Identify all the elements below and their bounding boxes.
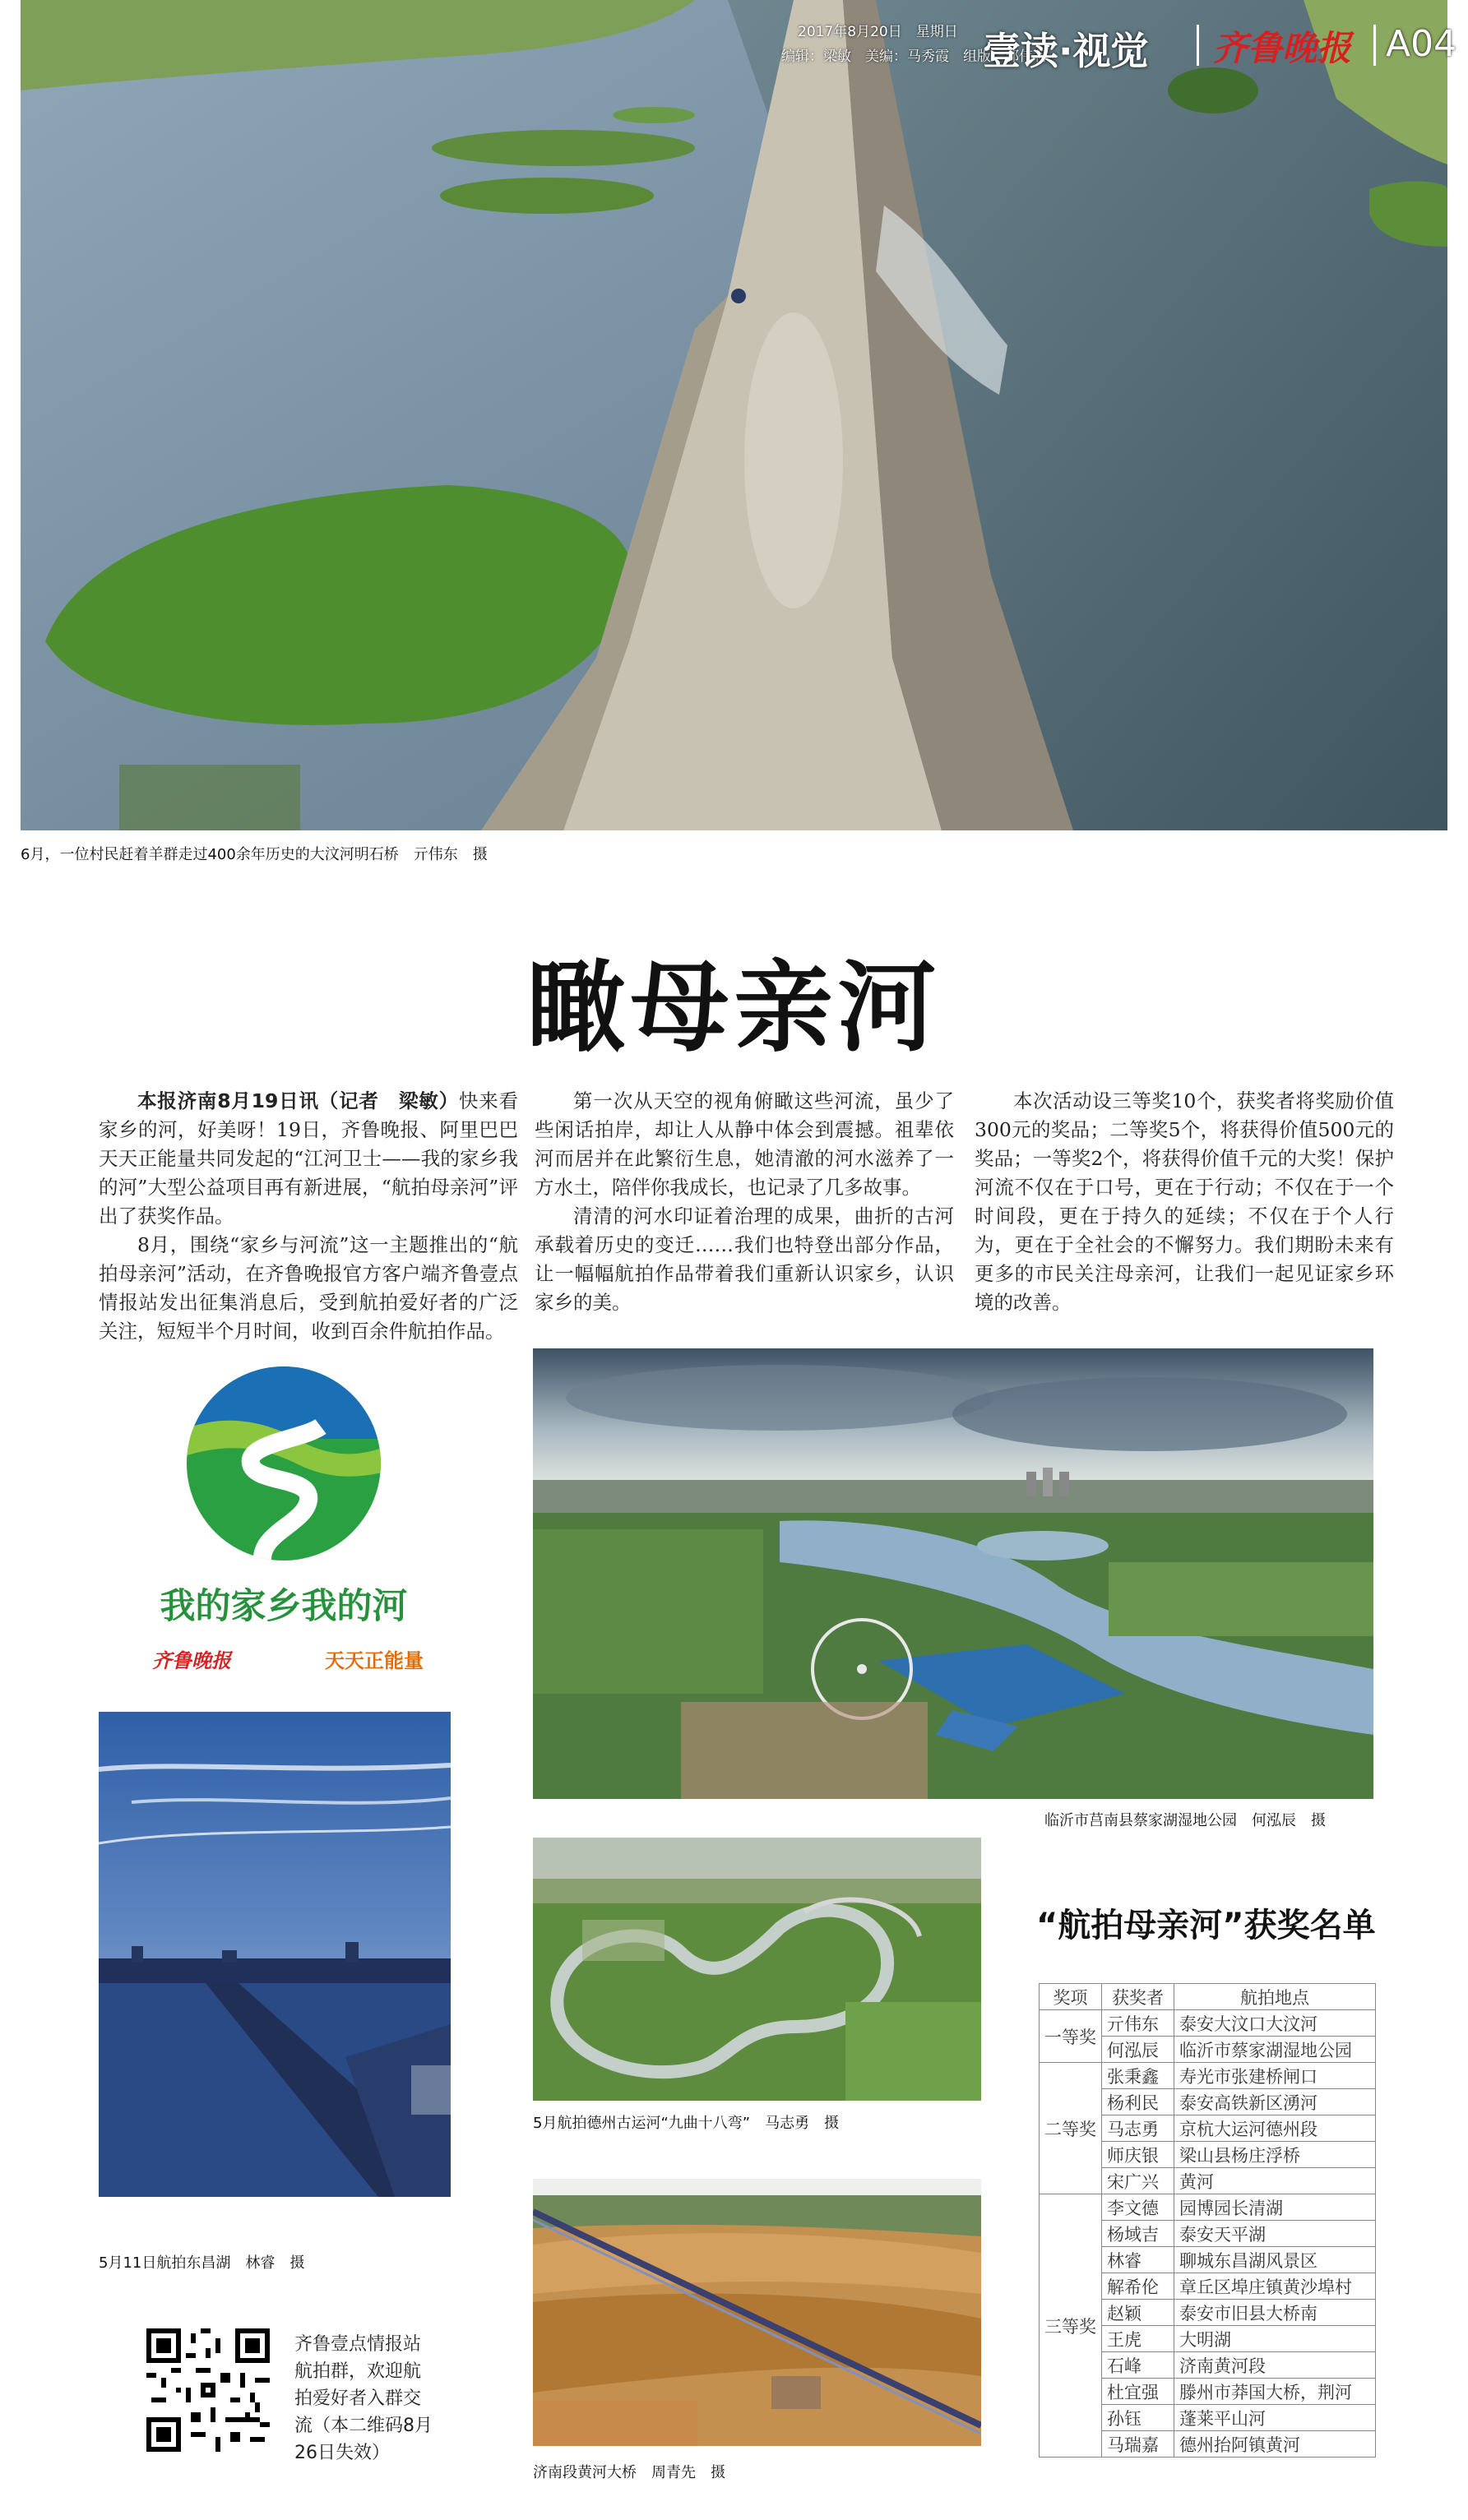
- article-paragraph: 8月，围绕“家乡与河流”这一主题推出的“航拍母亲河”活动，在齐鲁晚报官方客户端齐鲁壹点情报站发出征集消息后，受到航拍爱好者的广泛关注，短短半个月时间，收到百余件航拍作品。: [99, 1233, 518, 1343]
- winner-name: 何泓辰: [1102, 2037, 1174, 2063]
- campaign-slogan: 我的家乡我的河: [160, 1586, 408, 1627]
- article-column-3: [975, 1087, 1394, 1317]
- awards-title: “航拍母亲河”获奖名单: [1036, 1907, 1376, 1944]
- caption-lake-photo: 5月11日航拍东昌湖 林睿 摄: [99, 2254, 305, 2272]
- header-section: 壹读·视觉: [983, 29, 1149, 73]
- winner-name: 李文德: [1102, 2194, 1174, 2221]
- caption-wetland-photo: 临沂市莒南县蔡家湖湿地公园 何泓辰 摄: [1044, 1812, 1326, 1829]
- award-tier: 一等奖: [1040, 2010, 1102, 2063]
- winner-name: 张秉鑫: [1102, 2063, 1174, 2089]
- article-paragraph: 第一次从天空的视角俯瞰这些河流，虽少了些闲话拍岸，却让人从静中体会到震撼。祖辈依河而居并在此繁衍生息，她清澈的河水滋养了一方水土，陪伴你我成长，也记录了几多故事。: [535, 1089, 954, 1199]
- awards-header-cell: 航拍地点: [1174, 1984, 1376, 2010]
- article-paragraph: 快来看家乡的河，好美呀！19日，齐鲁晚报、阿里巴巴天天正能量共同发起的“江河卫士——我的家乡我的河”大型公益项目再有新进展，“航拍母亲河”评出了获奖作品。: [99, 1089, 518, 1228]
- header-divider: [1197, 25, 1199, 66]
- photo-location: 济南黄河段: [1174, 2352, 1376, 2379]
- photo-yellow-river-bridge: [533, 2179, 981, 2446]
- photo-location: 章丘区埠庄镇黄沙埠村: [1174, 2273, 1376, 2300]
- winner-name: 亓伟东: [1102, 2010, 1174, 2037]
- photo-location: 滕州市莽国大桥，荆河: [1174, 2379, 1376, 2405]
- sponsor-qilu: 齐鲁晚报: [152, 1648, 231, 1672]
- winner-name: 孙钰: [1102, 2405, 1174, 2431]
- winner-name: 师庆银: [1102, 2142, 1174, 2168]
- article-column-1: [99, 1087, 518, 1346]
- winner-name: 解希伦: [1102, 2273, 1174, 2300]
- winner-name: 杜宜强: [1102, 2379, 1174, 2405]
- sponsor-tiantian: 天天正能量: [325, 1649, 424, 1672]
- awards-header-cell: 获奖者: [1102, 1984, 1174, 2010]
- page-title: 瞰母亲河: [526, 951, 942, 1066]
- winner-name: 杨域吉: [1102, 2221, 1174, 2247]
- photo-location: 京杭大运河德州段: [1174, 2115, 1376, 2142]
- photo-location: 梁山县杨庄浮桥: [1174, 2142, 1376, 2168]
- winner-name: 王虎: [1102, 2326, 1174, 2352]
- campaign-logo: [152, 1361, 424, 1698]
- photo-location: 德州抬阿镇黄河: [1174, 2431, 1376, 2458]
- qr-instructions: 齐鲁壹点情报站航拍群，欢迎航拍爱好者入群交流（本二维码8月26日失效）: [294, 2334, 433, 2463]
- winner-name: 宋广兴: [1102, 2168, 1174, 2194]
- qr-code-icon: [146, 2328, 270, 2452]
- awards-row: [1040, 2010, 1376, 2037]
- winner-name: 林睿: [1102, 2247, 1174, 2273]
- awards-row: [1040, 2063, 1376, 2089]
- page-header: [781, 20, 1456, 77]
- caption-bridge-photo: 济南段黄河大桥 周青先 摄: [533, 2464, 725, 2481]
- photo-location: 蓬莱平山河: [1174, 2405, 1376, 2431]
- photo-location: 泰安市旧县大桥南: [1174, 2300, 1376, 2326]
- photo-location: 大明湖: [1174, 2326, 1376, 2352]
- river-logo-icon: [164, 1361, 403, 1566]
- photo-canal-bends: [533, 1838, 981, 2101]
- awards-header-cell: 奖项: [1040, 1984, 1102, 2010]
- photo-dongchang-lake: [99, 1712, 451, 2197]
- winner-name: 马瑞嘉: [1102, 2431, 1174, 2458]
- award-tier: 三等奖: [1040, 2194, 1102, 2458]
- winner-name: 马志勇: [1102, 2115, 1174, 2142]
- header-date: 2017年8月20日 星期日: [798, 24, 958, 40]
- photo-location: 泰安大汶口大汶河: [1174, 2010, 1376, 2037]
- header-editors: 编辑：梁敏 美编：马秀霞 组版：郭伟莉: [781, 49, 1047, 65]
- article-paragraph: 清清的河水印证着治理的成果，曲折的古河承载着历史的变迁……我们也特登出部分作品，让一幅幅航拍作品带着我们重新认识家乡，认识家乡的美。: [535, 1205, 954, 1314]
- winner-name: 赵颖: [1102, 2300, 1174, 2326]
- photo-location: 泰安天平湖: [1174, 2221, 1376, 2247]
- caption-top-photo: 6月，一位村民赶着羊群走过400余年历史的大汶河明石桥 亓伟东 摄: [21, 846, 488, 863]
- photo-location: 寿光市张建桥闸口: [1174, 2063, 1376, 2089]
- awards-table: [1039, 1983, 1376, 2458]
- photo-location: 聊城东昌湖风景区: [1174, 2247, 1376, 2273]
- photo-stone-bridge: [21, 0, 1447, 830]
- header-paper-name: 齐鲁晚报: [1213, 28, 1352, 68]
- sponsor-logos: [152, 1644, 424, 1673]
- awards-row: [1040, 2194, 1376, 2221]
- photo-location: 泰安高铁新区湧河: [1174, 2089, 1376, 2115]
- header-page-number: A04: [1386, 23, 1457, 65]
- photo-wetland-park: [533, 1348, 1373, 1799]
- qr-code: [146, 2328, 270, 2452]
- photo-location: 临沂市蔡家湖湿地公园: [1174, 2037, 1376, 2063]
- article-paragraph: 本次活动设三等奖10个，获奖者将奖励价值300元的奖品；二等奖5个，将获得价值500元的奖品；一等奖2个，将获得价值千元的大奖！保护河流不仅在于口号，更在于行动；不仅在于一个时间段，更在于持久的延续；不仅在于个人行为，更在于全社会的不懈努力。我们期盼未来有更多的市民关注母亲河，让我们一起见证家乡环境的改善。: [975, 1089, 1394, 1314]
- header-divider: [1373, 25, 1376, 66]
- winner-name: 石峰: [1102, 2352, 1174, 2379]
- caption-canal-photo: 5月航拍德州古运河“九曲十八弯” 马志勇 摄: [533, 2115, 840, 2132]
- winner-name: 杨利民: [1102, 2089, 1174, 2115]
- awards-header-row: [1040, 1984, 1376, 2010]
- award-tier: 二等奖: [1040, 2063, 1102, 2194]
- photo-location: 黄河: [1174, 2168, 1376, 2194]
- photo-location: 园博园长清湖: [1174, 2194, 1376, 2221]
- article-column-2: [535, 1087, 954, 1317]
- article-lead: 本报济南8月19日讯（记者 梁敏）: [137, 1089, 459, 1112]
